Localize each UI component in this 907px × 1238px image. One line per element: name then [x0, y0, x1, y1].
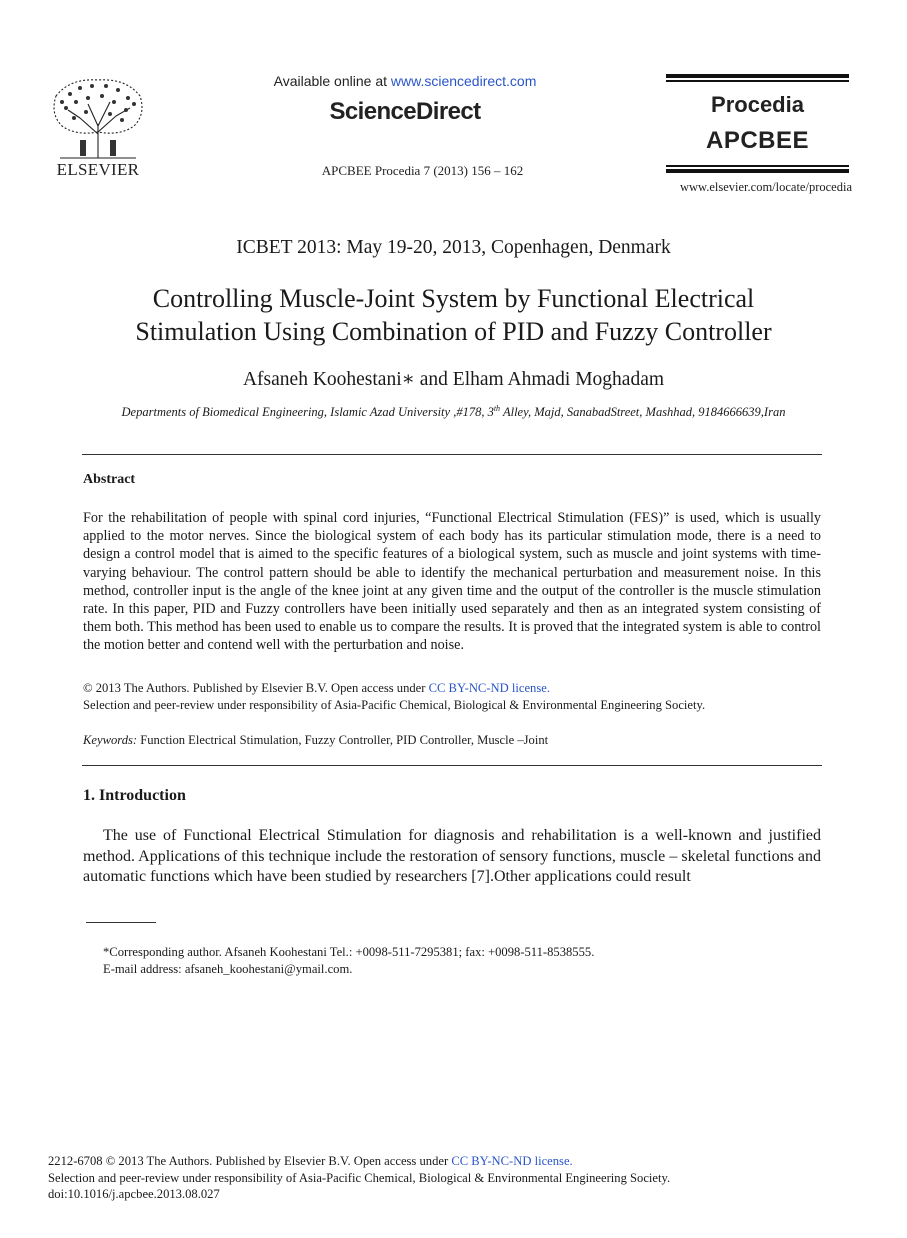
affiliation — [40, 404, 867, 420]
bottom-license-link[interactable]: CC BY-NC-ND license. — [451, 1154, 573, 1168]
keywords-label: Keywords: — [83, 733, 138, 747]
bottom-peer-review: Selection and peer-review under responsibility of Asia-Pacific Chemical, Biological & Environmental Engineering Society. — [48, 1170, 671, 1185]
abstract-top-rule — [82, 454, 822, 455]
procedia-bottom-bar — [666, 169, 849, 173]
author-first: Afsaneh Koohestani — [242, 369, 402, 390]
available-prefix: Available online at — [273, 73, 391, 89]
author-rest: and Elham Ahmadi Moghadam — [414, 369, 665, 390]
paper-title — [60, 282, 847, 348]
intro-body: The use of Functional Electrical Stimulation for diagnosis and rehabilitation is a well-known and justified method. Applications of this technique include the restoration of sensory functions, muscle – skeletal functions and automatic functions which have been studied by researchers [7].Other applications could result — [83, 827, 821, 885]
issn-prefix: 2212-6708 © 2013 The Authors. Published by Elsevier B.V. Open access under — [48, 1154, 452, 1168]
procedia-top-bar — [666, 74, 849, 78]
authors — [0, 367, 907, 391]
title-line-1: Controlling Muscle-Joint System by Functional Electrical — [152, 284, 755, 313]
affiliation-before: Departments of Biomedical Engineering, Islamic Azad University ,#178, 3 — [121, 405, 494, 420]
procedia-title: Procedia — [711, 92, 804, 117]
abstract-heading: Abstract — [83, 472, 136, 487]
abstract-copyright — [83, 680, 821, 713]
license-link[interactable]: CC BY-NC-ND license. — [428, 681, 550, 695]
tree-logo-graphic — [50, 74, 146, 160]
abstract-bottom-rule — [82, 765, 822, 766]
sciencedirect-link[interactable]: www.sciencedirect.com — [390, 73, 537, 89]
elsevier-wordmark: ELSEVIER — [56, 160, 140, 179]
conference-line: ICBET 2013: May 19-20, 2013, Copenhagen, Denmark — [236, 237, 671, 258]
affiliation-after: Alley, Majd, SanabadStreet, Mashhad, 9184666639,Iran — [500, 405, 786, 420]
sciencedirect-logo: ScienceDirect — [329, 98, 481, 125]
journal-reference: APCBEE Procedia 7 (2013) 156 – 162 — [321, 163, 524, 178]
doi[interactable]: doi:10.1016/j.apcbee.2013.08.027 — [48, 1187, 220, 1201]
intro-heading: 1. Introduction — [83, 787, 186, 804]
corresponding-star: ∗ — [401, 369, 415, 390]
keywords — [83, 733, 821, 748]
bottom-info — [48, 1153, 848, 1203]
footnote-rule — [86, 922, 156, 923]
locate-url[interactable]: www.elsevier.com/locate/procedia — [679, 180, 852, 194]
procedia-logo — [666, 74, 849, 175]
affiliation-sup: th — [493, 404, 501, 413]
footnotes — [103, 944, 823, 978]
email-note: E-mail address: afsaneh_koohestani@ymail.com. — [103, 962, 353, 976]
copyright-prefix: © 2013 The Authors. Published by Elsevier B.V. Open access under — [83, 681, 429, 695]
copyright-line — [83, 680, 821, 697]
abstract-body: For the rehabilitation of people with spinal cord injuries, “Functional Electrical Stimulation (FES)” is used, which is usually applied to the motor nerves. Since the biological system of each body has its particular stimulation mode, there is a need to design a control model that is aimed to the specific features of a biological system, such as muscle and joint systems with time-varying behaviour. The control pattern should be able to identify the mechanical perturbation and measurement noise. In this method, controller input is the angle of the knee joint at any given time and the output of the controller is the muscle stimulation rate. In this paper, PID and Fuzzy controllers have been initially used separately and then as an integrated system consisting of them both. This method has been used to enable us to compare the results. It is proved that the integrated system is able to control the motion better and contend well with the perturbation and noise. — [83, 510, 821, 654]
available-online — [170, 73, 640, 89]
issn-line — [48, 1153, 848, 1170]
procedia-top-thin-bar — [666, 80, 849, 82]
peer-review-line: Selection and peer-review under responsibility of Asia-Pacific Chemical, Biological & Environmental Engineering Society. — [83, 697, 706, 712]
title-line-2: Stimulation Using Combination of PID and Fuzzy Controller — [135, 317, 772, 346]
keywords-list: Function Electrical Stimulation, Fuzzy Controller, PID Controller, Muscle –Joint — [137, 733, 549, 747]
procedia-bottom-thin-bar — [666, 165, 849, 167]
procedia-journal: APCBEE — [705, 127, 810, 154]
corresponding-author-note: *Corresponding author. Afsaneh Koohestani Tel.: +0098-511-7295381; fax: +0098-511-8538555. — [103, 945, 595, 959]
